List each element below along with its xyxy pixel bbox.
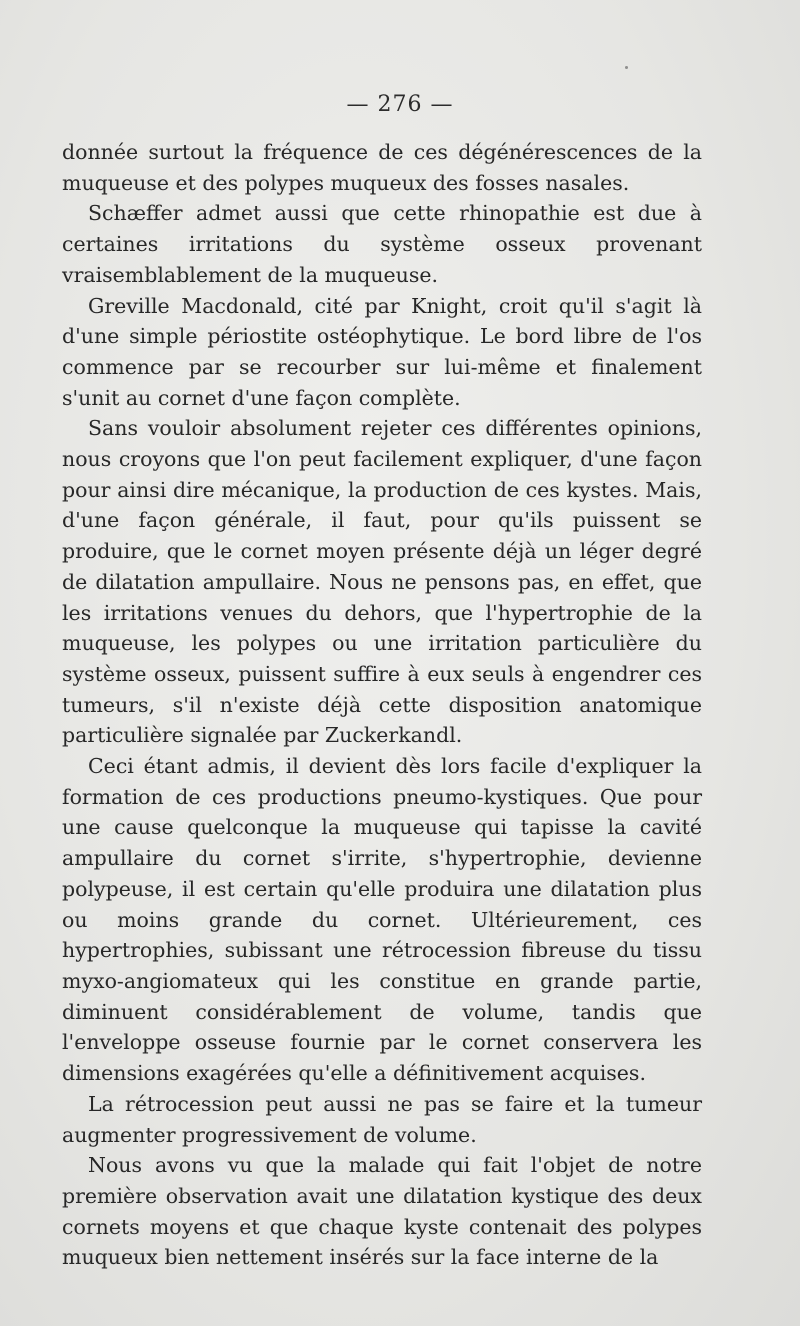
body-text bbox=[62, 137, 702, 1273]
paragraph-4: Sans vouloir absolument rejeter ces différentes opinions, nous croyons que l'on peut facilement expliquer, d'une façon pour ainsi dire mécanique, la production de ces kystes. Mais, d'une façon générale, il faut, pour qu'ils puissent se produire, que le cornet moyen présente déjà un léger degré de dilatation ampullaire. Nous ne pensons pas, en effet, que les irritations venues du dehors, que l'hypertrophie de la muqueuse, les polypes ou une irritation particulière du système osseux, puissent suffire à eux seuls à engendrer ces tumeurs, s'il n'existe déjà cette disposition anatomique particulière signalée par Zuckerkandl. bbox=[62, 416, 702, 748]
page-number: — 276 — bbox=[346, 92, 454, 117]
paragraph-6: La rétrocession peut aussi ne pas se faire et la tumeur augmenter progressivement de volume. bbox=[62, 1091, 702, 1147]
paragraph-1: donnée surtout la fréquence de ces dégénérescences de la muqueuse et des polypes muqueux des fosses nasales. bbox=[62, 140, 702, 195]
paragraph-5: Ceci étant admis, il devient dès lors facile d'expliquer la formation de ces productions pneumo-kystiques. Que pour une cause quelconque la muqueuse qui tapisse la cavité ampullaire du cornet s'irrite, s'hypertrophie, devienne polypeuse, il est certain qu'elle produira une dilatation plus ou moins grande du cornet. Ultérieurement, ces hypertrophies, subissant une rétrocession fibreuse du tissu myxo-angiomateux qui les constitue en grande partie, diminuent considérablement de volume, tandis que l'enveloppe osseuse fournie par le cornet conservera les dimensions exagérées qu'elle a définitivement acquises. bbox=[62, 754, 702, 1086]
ink-speck bbox=[625, 66, 628, 69]
paragraph-2: Schæffer admet aussi que cette rhinopathie est due à certaines irritations du système osseux provenant vraisemblablement de la muqueuse. bbox=[62, 201, 702, 287]
paragraph-7: Nous avons vu que la malade qui fait l'objet de notre première observation avait une dilatation kystique des deux cornets moyens et que chaque kyste contenait des polypes muqueux bien nettement insérés sur la face interne de la bbox=[62, 1153, 702, 1270]
paragraph-3: Greville Macdonald, cité par Knight, croit qu'il s'agit là d'une simple périostite ostéophytique. Le bord libre de l'os commence par se recourber sur lui-même et finalement s'unit au cornet d'une façon complète. bbox=[62, 293, 702, 410]
